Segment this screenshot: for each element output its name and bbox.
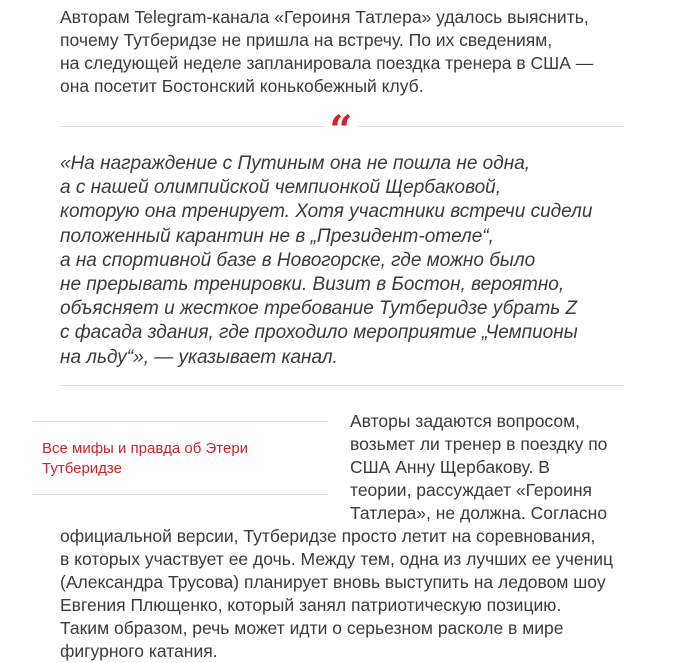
paragraph-line: теории, рассуждает «Героиня	[350, 480, 593, 500]
quote-line: не прерывать тренировки. Визит в Бостон, вероятно,	[60, 274, 565, 296]
intro-paragraph	[60, 6, 593, 98]
quote-line: а на спортивной базе в Новогорске, где можно было	[60, 249, 536, 271]
paragraph-line: почему Тутберидзе не пришла на встречу. По их сведениям,	[60, 30, 553, 50]
quote-mark-icon: “	[324, 108, 358, 138]
paragraph-line: возьмет ли тренер в поездку по	[350, 434, 608, 454]
paragraph-line: Авторам Telegram-канала «Героиня Татлера» удалось выяснить,	[60, 7, 589, 27]
quote-line: «На награждение с Путиным она не пошла не одна,	[60, 153, 531, 174]
paragraph-line: фигурного катания.	[60, 641, 218, 661]
paragraph-line: официальной версии, Тутберидзе просто летит на соревнования,	[60, 526, 596, 546]
related-link-line: Все мифы и правда об Этери	[42, 440, 249, 457]
paragraph-line: Авторы задаются вопросом,	[350, 411, 581, 431]
paragraph-line: в которых участвует ее дочь. Между тем, одна из лучших ее учениц	[60, 549, 614, 569]
paragraph-line: (Александра Трусова) планирует вновь выступить на ледовом шоу	[60, 572, 606, 592]
paragraph-line: она посетит Бостонский конькобежный клуб.	[60, 76, 424, 96]
paragraph-line: Евгения Плющенко, который занял патриотическую позицию.	[60, 595, 562, 615]
quote-line: объясняет и жесткое требование Тутберидзе убрать Z	[60, 298, 578, 320]
paragraph-line: Таким образом, речь может идти о серьезном расколе в мире	[60, 618, 564, 638]
body-paragraph	[60, 410, 613, 663]
paragraph-line: Татлера», не должна. Согласно	[350, 503, 608, 523]
quote-line: положенный карантин не в „Президент-отеле“,	[60, 225, 494, 247]
quote-divider-bottom	[60, 385, 624, 386]
quote-line: с фасада здания, где проходило мероприятие „Чемпионы	[60, 322, 578, 344]
quote-line: а с нашей олимпийской чемпионкой Щербаковой,	[60, 177, 501, 199]
paragraph-line: США Анну Щербакову. В	[350, 457, 550, 477]
quote-line: на льду“», — указывает канал.	[60, 346, 338, 368]
paragraph-line: на следующей неделе запланировала поездка тренера в США —	[60, 53, 594, 73]
pull-quote	[60, 152, 592, 370]
quote-line: которую она тренирует. Хотя участники встречи сидели	[60, 201, 593, 223]
related-link-line: Тутберидзе	[42, 460, 122, 477]
